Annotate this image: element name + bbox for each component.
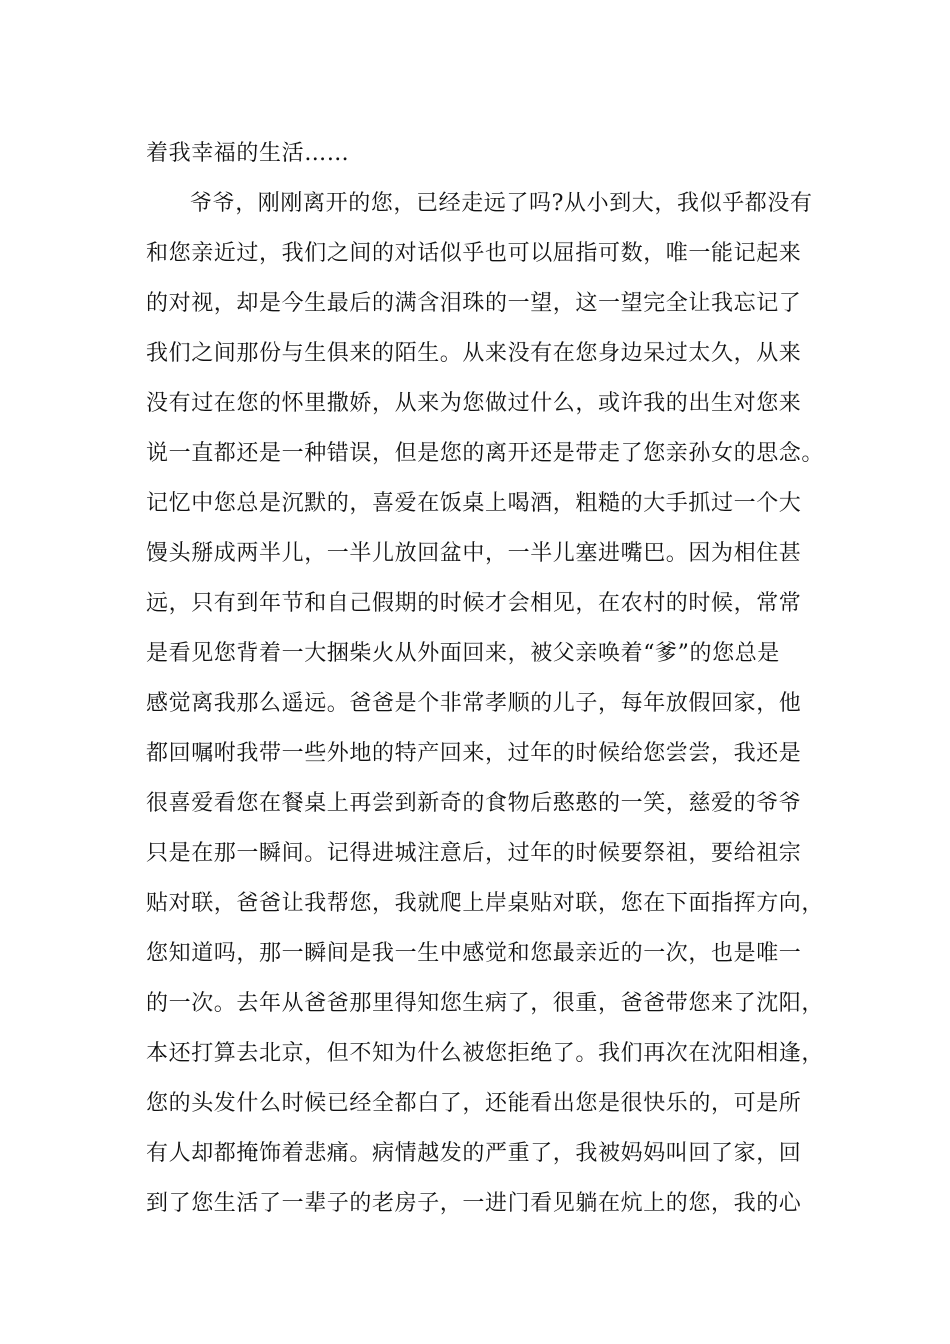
text-line: 我们之间那份与生俱来的陌生。从来没有在您身边呆过太久，从来 <box>146 341 802 366</box>
paragraph-first-line: 爷爷，刚刚离开的您，已经走远了吗?从小到大，我似乎都没有 <box>190 191 813 216</box>
text-line: 感觉离我那么遥远。爸爸是个非常孝顺的儿子，每年放假回家，他 <box>146 691 802 716</box>
body-text <box>146 129 846 1229</box>
text-line: 本还打算去北京，但不知为什么被您拒绝了。我们再次在沈阳相逢， <box>146 1041 825 1066</box>
text-line: 到了您生活了一辈子的老房子，一进门看见躺在炕上的您，我的心 <box>146 1191 802 1216</box>
text-line: 没有过在您的怀里撒娇，从来为您做过什么，或许我的出生对您来 <box>146 391 802 416</box>
text-line: 记忆中您总是沉默的，喜爱在饭桌上喝酒，粗糙的大手抓过一个大 <box>146 491 802 516</box>
text-line: 馒头掰成两半儿，一半儿放回盆中，一半儿塞进嘴巴。因为相住甚 <box>146 541 802 566</box>
text-line: 远，只有到年节和自己假期的时候才会相见，在农村的时候，常常 <box>146 591 802 616</box>
text-line: 的对视，却是今生最后的满含泪珠的一望，这一望完全让我忘记了 <box>146 291 802 316</box>
text-line: 着我幸福的生活…… <box>146 141 350 166</box>
text-line: 是看见您背着一大捆柴火从外面回来，被父亲唤着“爹”的您总是 <box>146 641 780 666</box>
text-line: 只是在那一瞬间。记得进城注意后，过年的时候要祭祖，要给祖宗 <box>146 841 802 866</box>
text-line: 贴对联，爸爸让我帮您，我就爬上岸桌贴对联，您在下面指挥方向， <box>146 891 825 916</box>
text-line: 的一次。去年从爸爸那里得知您生病了，很重，爸爸带您来了沈阳， <box>146 991 825 1016</box>
text-line: 说一直都还是一种错误，但是您的离开还是带走了您亲孙女的思念。 <box>146 441 825 466</box>
text-line: 和您亲近过，我们之间的对话似乎也可以屈指可数，唯一能记起来 <box>146 241 802 266</box>
text-line: 有人却都掩饰着悲痛。病情越发的严重了，我被妈妈叫回了家，回 <box>146 1141 802 1166</box>
text-line: 您知道吗，那一瞬间是我一生中感觉和您最亲近的一次，也是唯一 <box>146 941 802 966</box>
text-line: 您的头发什么时候已经全都白了，还能看出您是很快乐的，可是所 <box>146 1091 802 1116</box>
text-line: 很喜爱看您在餐桌上再尝到新奇的食物后憨憨的一笑，慈爱的爷爷 <box>146 791 802 816</box>
text-line: 都回嘱咐我带一些外地的特产回来，过年的时候给您尝尝，我还是 <box>146 741 802 766</box>
